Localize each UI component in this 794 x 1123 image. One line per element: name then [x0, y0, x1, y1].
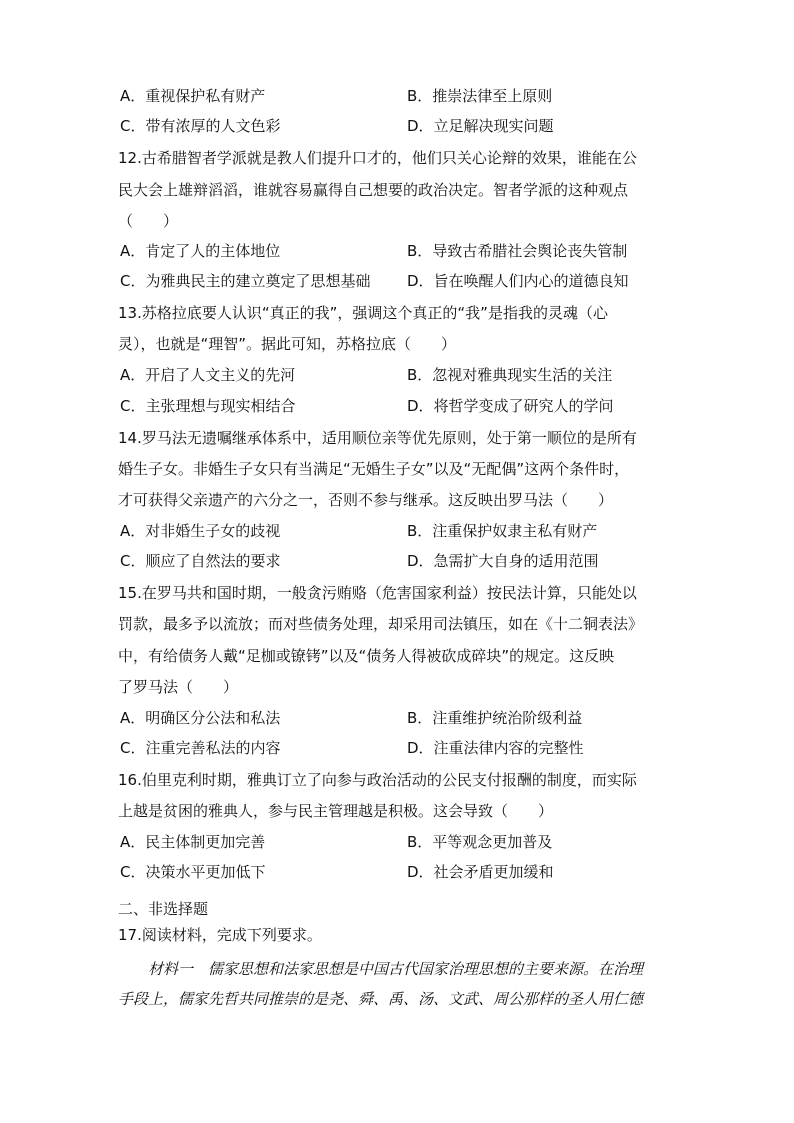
q16-stem-line-1: 16.伯里克利时期，雅典订立了向参与政治活动的公民支付报酬的制度，而实际	[118, 771, 637, 789]
q17-material-line-2: 手段上，儒家先哲共同推崇的是尧、舜、禹、汤、文武、周公那样的圣人用仁德	[118, 990, 644, 1008]
q12-option-d: D．旨在唤醒人们内心的道德良知	[407, 272, 629, 290]
q11-option-d: D．立足解决现实问题	[407, 117, 554, 135]
q13-stem-line-2: 灵），也就是“理智”。据此可知，苏格拉底（ ）	[118, 335, 457, 353]
q14-option-d: D．急需扩大自身的适用范围	[407, 552, 599, 570]
q12-option-a: A．肯定了人的主体地位	[120, 242, 281, 260]
q11-option-a: A．重视保护私有财产	[120, 87, 266, 105]
q15-option-d: D．注重法律内容的完整性	[407, 739, 584, 757]
q16-option-c: C．决策水平更加低下	[120, 863, 266, 881]
q14-option-b: B．注重保护奴隶主私有财产	[407, 522, 598, 540]
q12-option-b: B．导致古希腊社会舆论丧失管制	[407, 242, 628, 260]
q11-option-c: C．带有浓厚的人文色彩	[120, 117, 281, 135]
q12-option-c: C．为雅典民主的建立奠定了思想基础	[120, 272, 371, 290]
q15-stem-line-3: 中，有给债务人戴“足枷或镣铐”以及“债务人得被砍成碎块”的规定。这反映	[118, 647, 615, 665]
q15-stem-line-2: 罚款，最多予以流放；而对些债务处理，却采用司法镇压，如在《十二铜表法》	[118, 615, 644, 633]
q15-option-b: B．注重维护统治阶级利益	[407, 709, 583, 727]
q12-stem-line-1: 12.古希腊智者学派就是教人们提升口才的，他们只关心论辩的效果，谁能在公	[118, 149, 637, 167]
q15-stem-line-1: 15.在罗马共和国时期，一般贪污贿赂（危害国家利益）按民法计算，只能处以	[118, 584, 637, 602]
q13-stem-line-1: 13.苏格拉底要人认识“真正的我”，强调这个真正的“我”是指我的灵魂（心	[118, 304, 608, 322]
q13-option-d: D．将哲学变成了研究人的学问	[407, 397, 614, 415]
q12-answer-blank: （ ）	[118, 212, 179, 230]
q15-stem-line-4: 了罗马法（ ）	[118, 678, 239, 696]
q17-material-line-1: 材料一 儒家思想和法家思想是中国古代国家治理思想的主要来源。在治理	[148, 960, 644, 978]
q15-option-c: C．注重完善私法的内容	[120, 739, 281, 757]
q16-option-a: A．民主体制更加完善	[120, 833, 266, 851]
q16-option-d: D．社会矛盾更加缓和	[407, 863, 554, 881]
q16-stem-line-2: 上越是贫困的雅典人，参与民主管理越是积极。这会导致（ ）	[118, 802, 554, 820]
q17-stem: 17.阅读材料，完成下列要求。	[118, 926, 322, 944]
q14-stem-line-2: 婚生子女。非婚生子女只有当满足“无婚生子女”以及“无配偶”这两个条件时，	[118, 460, 630, 478]
section-title: 二、非选择题	[118, 900, 209, 918]
q14-option-a: A．对非婚生子女的歧视	[120, 522, 281, 540]
q11-option-b: B．推崇法律至上原则	[407, 87, 553, 105]
q13-option-b: B．忽视对雅典现实生活的关注	[407, 366, 613, 384]
q14-option-c: C．顺应了自然法的要求	[120, 552, 281, 570]
q14-stem-line-3: 才可获得父亲遗产的六分之一，否则不参与继承。这反映出罗马法（ ）	[118, 491, 614, 509]
q12-stem-line-2: 民大会上雄辩滔滔，谁就容易赢得自己想要的政治决定。智者学派的这种观点	[118, 181, 629, 199]
q13-option-c: C．主张理想与现实相结合	[120, 397, 296, 415]
q14-stem-line-1: 14.罗马法无遗嘱继承体系中，适用顺位亲等优先原则，处于第一顺位的是所有	[118, 429, 637, 447]
q13-option-a: A．开启了人文主义的先河	[120, 366, 296, 384]
q16-option-b: B．平等观念更加普及	[407, 833, 553, 851]
q15-option-a: A．明确区分公法和私法	[120, 709, 281, 727]
